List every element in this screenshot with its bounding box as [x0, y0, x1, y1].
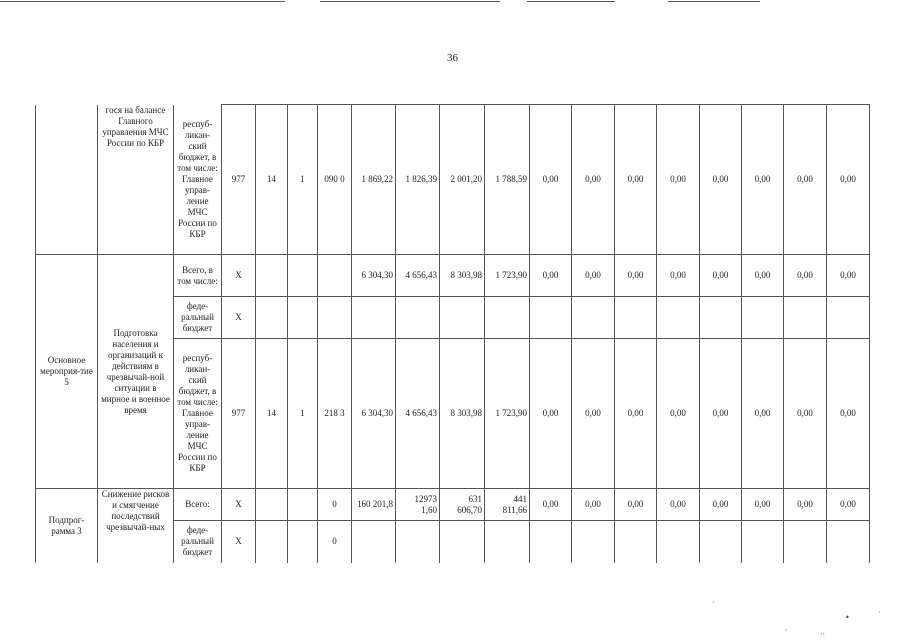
value-cell [485, 297, 530, 339]
csr-cell: 090 0 [318, 105, 352, 255]
rz-cell: 14 [256, 105, 288, 255]
value-cell: 4 656,43 [396, 255, 440, 297]
value-cell: 0,00 [572, 339, 615, 489]
value-cell: 0,00 [572, 255, 615, 297]
value-cell [784, 521, 827, 563]
rz-cell [256, 297, 288, 339]
value-cell [742, 297, 784, 339]
value-cell [485, 521, 530, 563]
value-cell: 1 869,22 [352, 105, 396, 255]
value-cell [784, 297, 827, 339]
value-cell: 0,00 [657, 489, 700, 521]
grbs-cell: X [222, 297, 256, 339]
value-cell: 6 304,30 [352, 255, 396, 297]
value-cell: 441 811,66 [485, 489, 530, 521]
value-cell: 0,00 [742, 105, 784, 255]
value-cell: 0,00 [615, 255, 657, 297]
funding-source-cell: феде-ральный бюджет [174, 297, 222, 339]
pr-cell: 1 [288, 339, 318, 489]
pr-cell [288, 521, 318, 563]
value-cell: 0,00 [657, 339, 700, 489]
value-cell: 8 303,98 [440, 255, 485, 297]
value-cell [742, 521, 784, 563]
rz-cell [256, 521, 288, 563]
event-name-cell: Снижение рисков и смягчение последствий чрезвычай-ных [98, 489, 174, 563]
value-cell: 0,00 [700, 255, 742, 297]
value-cell: 8 303,98 [440, 339, 485, 489]
value-cell: 0,00 [657, 255, 700, 297]
value-cell: 0,00 [784, 255, 827, 297]
value-cell [440, 297, 485, 339]
value-cell [700, 521, 742, 563]
value-cell: 12973 1,60 [396, 489, 440, 521]
top-rule [668, 1, 760, 2]
value-cell [396, 521, 440, 563]
value-cell [572, 521, 615, 563]
grbs-cell: 977 [222, 339, 256, 489]
value-cell: 0,00 [700, 339, 742, 489]
event-name-cell: гося на балансе Главного управления МЧС России по КБР [98, 105, 174, 255]
value-cell: 0,00 [784, 489, 827, 521]
scan-speck: ·· [820, 630, 826, 639]
value-cell: 0,00 [657, 105, 700, 255]
status-cell: Основное мероприя-тие 5 [36, 255, 98, 489]
value-cell [352, 297, 396, 339]
table-row [36, 105, 870, 255]
value-cell [827, 521, 870, 563]
scan-speck: · [878, 608, 881, 617]
scan-speck: · [785, 626, 788, 635]
value-cell: 160 201,8 [352, 489, 396, 521]
csr-cell [318, 297, 352, 339]
funding-source-cell: респуб-ликан-ский бюджет, в том числе: Главное управ-ление МЧС России по КБР [174, 105, 222, 255]
pr-cell [288, 255, 318, 297]
status-cell: Подпрог-рамма 3 [36, 489, 98, 563]
value-cell: 4 656,43 [396, 339, 440, 489]
value-cell: 0,00 [530, 489, 572, 521]
table-row [36, 255, 870, 297]
value-cell [615, 297, 657, 339]
value-cell: 0,00 [530, 105, 572, 255]
pr-cell: 1 [288, 105, 318, 255]
grbs-cell: X [222, 521, 256, 563]
value-cell: 631 606,70 [440, 489, 485, 521]
csr-cell: 0 [318, 489, 352, 521]
value-cell [530, 297, 572, 339]
top-rule [527, 1, 615, 2]
csr-cell [318, 255, 352, 297]
value-cell [352, 521, 396, 563]
event-name-cell: Подготовка населения и организаций к действиям в чрезвычай-ной ситуации в мирное и военное время [98, 255, 174, 489]
value-cell: 6 304,30 [352, 339, 396, 489]
value-cell [396, 297, 440, 339]
value-cell: 0,00 [827, 105, 870, 255]
value-cell: 0,00 [572, 105, 615, 255]
value-cell: 0,00 [827, 489, 870, 521]
page-number: 36 [447, 52, 458, 64]
scan-speck: · [712, 598, 715, 607]
grbs-cell: 977 [222, 105, 256, 255]
value-cell: 2 001,20 [440, 105, 485, 255]
pr-cell [288, 297, 318, 339]
status-cell [36, 105, 98, 255]
rz-cell: 14 [256, 339, 288, 489]
grbs-cell: X [222, 489, 256, 521]
funding-source-cell: Всего, в том числе: [174, 255, 222, 297]
csr-cell: 0 [318, 521, 352, 563]
value-cell: 0,00 [530, 339, 572, 489]
value-cell: 1 788,59 [485, 105, 530, 255]
value-cell: 0,00 [615, 489, 657, 521]
value-cell: 0,00 [700, 489, 742, 521]
value-cell: 0,00 [784, 105, 827, 255]
value-cell [700, 297, 742, 339]
rz-cell [256, 255, 288, 297]
value-cell [530, 521, 572, 563]
value-cell: 0,00 [742, 255, 784, 297]
top-rule [320, 1, 500, 2]
value-cell: 0,00 [530, 255, 572, 297]
csr-cell: 218 3 [318, 339, 352, 489]
value-cell [572, 297, 615, 339]
value-cell: 0,00 [742, 339, 784, 489]
value-cell: 0,00 [784, 339, 827, 489]
table-row [36, 489, 870, 521]
value-cell: 0,00 [827, 339, 870, 489]
rz-cell [256, 489, 288, 521]
value-cell: 0,00 [700, 105, 742, 255]
value-cell: 1 723,90 [485, 255, 530, 297]
value-cell [657, 521, 700, 563]
value-cell: 1 723,90 [485, 339, 530, 489]
budget-table [35, 104, 870, 563]
grbs-cell: X [222, 255, 256, 297]
value-cell: 0,00 [615, 339, 657, 489]
value-cell: 0,00 [572, 489, 615, 521]
value-cell: 0,00 [742, 489, 784, 521]
funding-source-cell: респуб-ликан-ский бюджет, в том числе: Главное управ-ление МЧС России по КБР [174, 339, 222, 489]
funding-source-cell: феде-ральный бюджет [174, 521, 222, 563]
value-cell [440, 521, 485, 563]
top-rule [0, 1, 285, 2]
value-cell: 1 826,39 [396, 105, 440, 255]
value-cell: 0,00 [827, 255, 870, 297]
value-cell [827, 297, 870, 339]
funding-source-cell: Всего: [174, 489, 222, 521]
value-cell [615, 521, 657, 563]
value-cell: 0,00 [615, 105, 657, 255]
pr-cell [288, 489, 318, 521]
value-cell [657, 297, 700, 339]
scan-speck: • [845, 613, 850, 622]
